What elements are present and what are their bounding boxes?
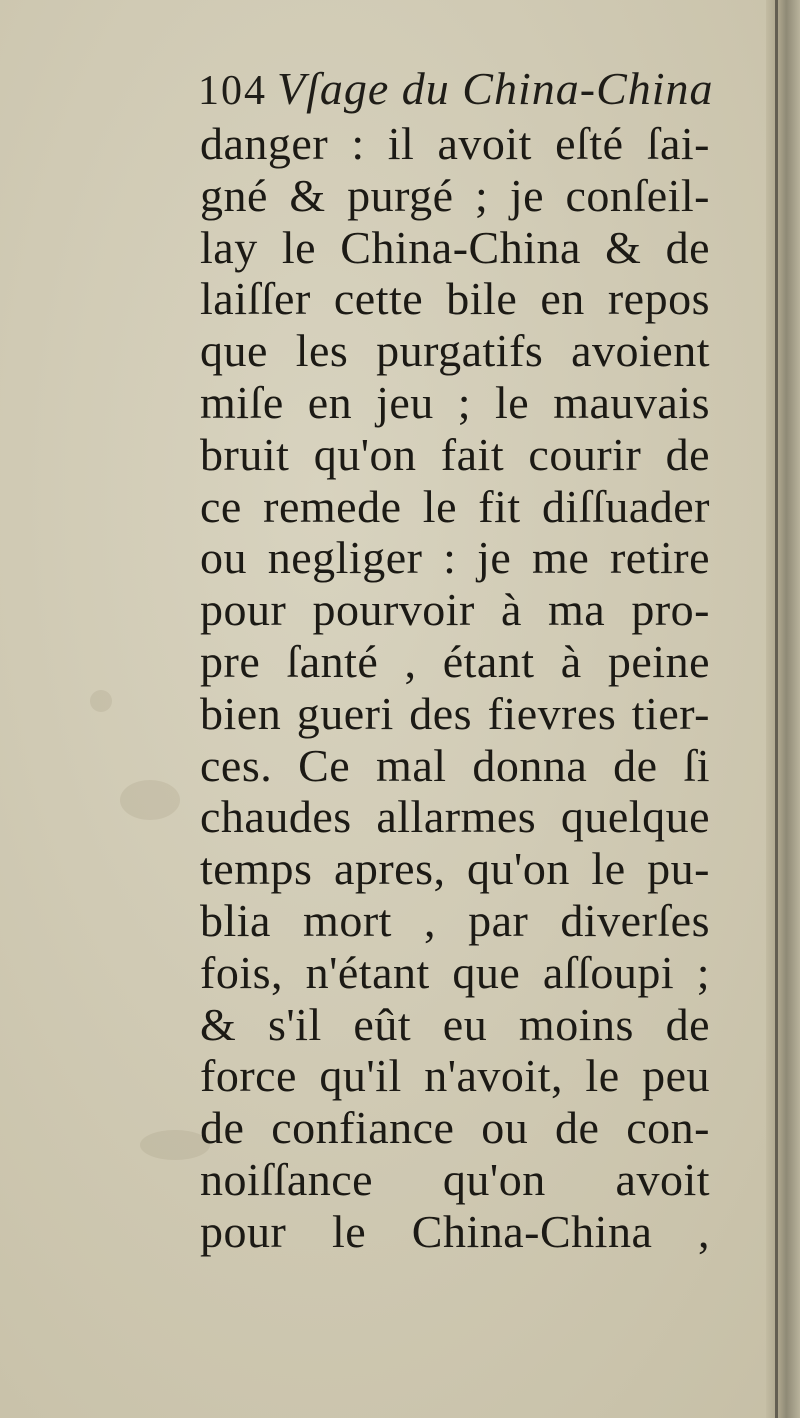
text-line: danger : il avoit eſté ſai- [200,118,710,169]
body-text [200,118,710,1258]
text-line: ce remede le fit diſſuader [200,480,710,532]
text-line: gné & purgé ; je conſeil- [200,169,710,221]
page-edge-line [775,0,778,1418]
page-number: 104 [198,68,267,114]
text-line: de confiance ou de con- [200,1102,710,1154]
text-line: laiſſer cette bile en repos [200,273,710,325]
text-line: temps apres, qu'on le pu- [200,843,710,895]
text-line: pre ſanté , étant à peine [200,635,710,687]
text-line: lay le China-China & de [200,221,710,273]
text-line: bien gueri des fievres tier- [200,687,710,739]
running-head: Vſage du China-China [277,63,714,114]
text-line: chaudes allarmes quelque [200,791,710,843]
text-line: blia mort , par diverſes [200,894,710,946]
text-line: & s'il eût eu moins de [200,998,710,1050]
book-gutter [766,0,800,1418]
text-line: miſe en jeu ; le mauvais [200,376,710,428]
text-line: pour le China-China , [200,1205,710,1257]
text-line: noiſſance qu'on avoit [200,1153,710,1205]
text-line: ou negliger : je me retire [200,532,710,584]
text-line: pour pourvoir à ma pro- [200,584,710,636]
text-line: bruit qu'on fait courir de [200,428,710,480]
text-line: que les purgatifs avoient [200,325,710,377]
text-line: force qu'il n'avoit, le peu [200,1050,710,1102]
text-line: ces. Ce mal donna de ſi [200,739,710,791]
text-line: fois, n'étant que aſſoupi ; [200,946,710,998]
page-header [198,62,714,122]
paper-stain [90,690,112,712]
paper-stain [120,780,180,820]
